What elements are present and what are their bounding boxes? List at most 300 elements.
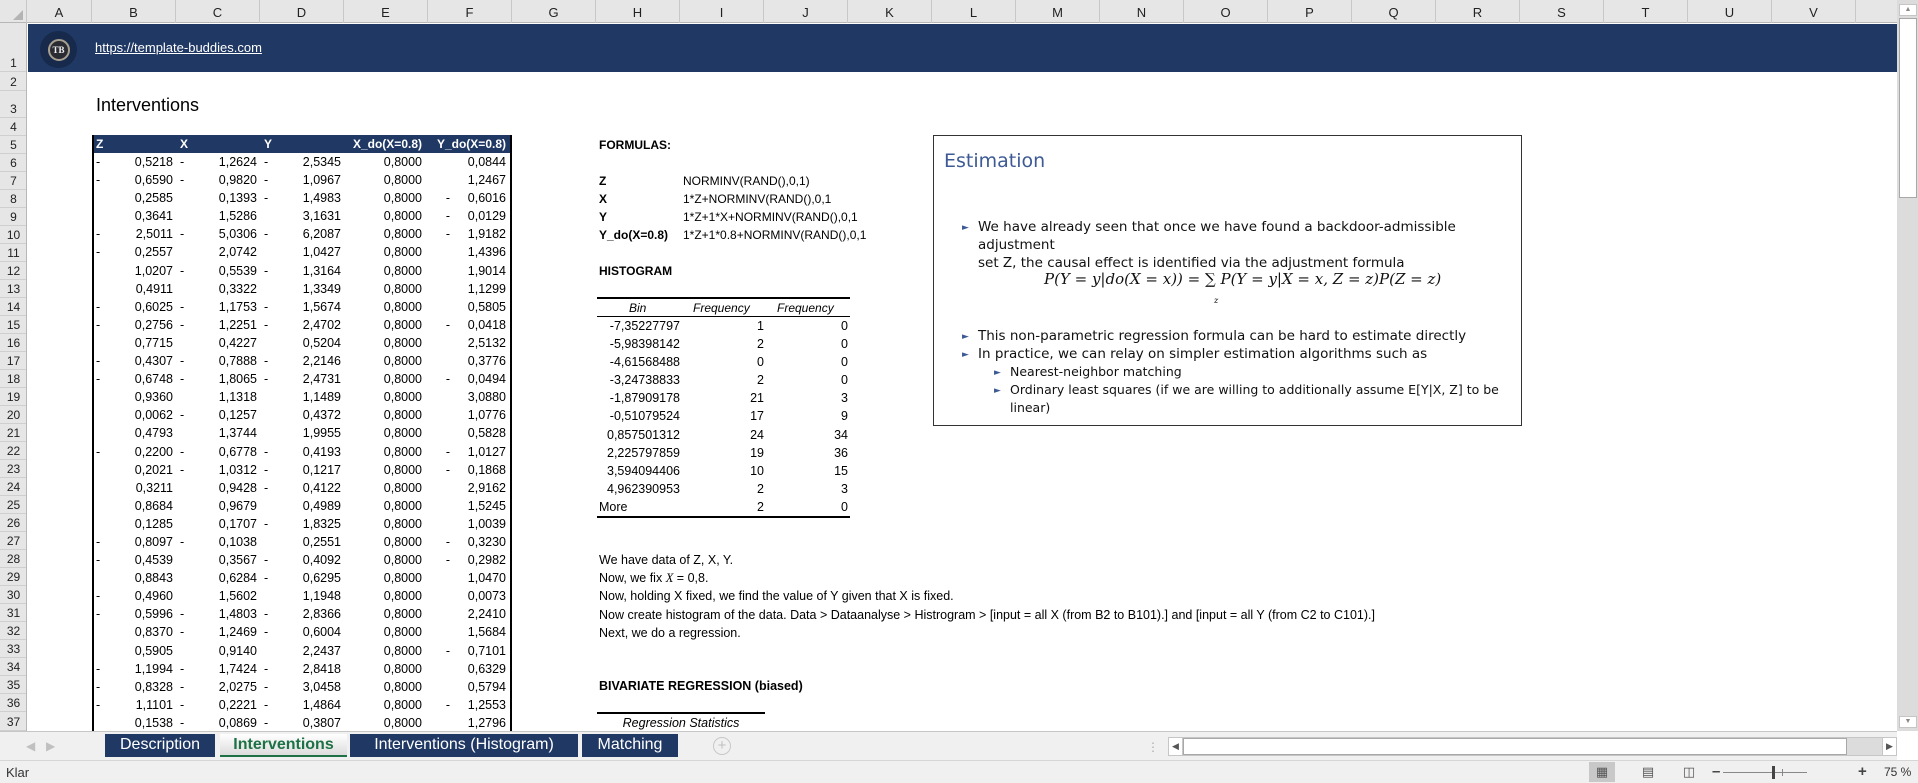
column-header-n[interactable]: N (1100, 0, 1184, 23)
cell-y-value[interactable]: 0,4193 (302, 444, 341, 459)
cell-x-value[interactable]: 0,3322 (218, 281, 257, 296)
column-header-c[interactable]: C (176, 0, 260, 23)
cell-z-value[interactable]: 0,1538 (134, 715, 173, 730)
cell-y-do-value[interactable]: 0,5828 (467, 426, 506, 441)
cell-y-do-value[interactable]: 1,0039 (467, 516, 506, 531)
cell-x-do-value[interactable]: 0,8000 (383, 697, 422, 712)
row-header[interactable]: 37 (0, 712, 27, 731)
scroll-right-arrow-icon[interactable]: ▶ (1882, 738, 1896, 755)
cell-x-do-value[interactable]: 0,8000 (383, 661, 422, 676)
cell-y-value[interactable]: 1,4983 (302, 191, 341, 206)
cell-z-value[interactable]: 0,9360 (134, 390, 173, 405)
cell-y-do-sign[interactable]: - (445, 643, 450, 658)
formula-value-x[interactable]: 1*Z+NORMINV(RAND(),0,1 (683, 192, 832, 206)
scroll-left-arrow-icon[interactable]: ◀ (1169, 738, 1183, 755)
cell-y-value[interactable]: 0,4122 (302, 480, 341, 495)
cell-x-value[interactable]: 0,1707 (218, 516, 257, 531)
row-header[interactable]: 33 (0, 640, 27, 658)
cell-x-do-value[interactable]: 0,8000 (383, 372, 422, 387)
cell-x-sign[interactable]: - (180, 227, 185, 242)
row-header[interactable]: 10 (0, 226, 27, 244)
cell-z-value[interactable]: 0,8370 (134, 625, 173, 640)
cell-z-value[interactable]: 0,0062 (134, 408, 173, 423)
cell-y-sign[interactable]: - (264, 516, 269, 531)
cell-y-value[interactable]: 3,0458 (302, 679, 341, 694)
cell-x-sign[interactable]: - (180, 155, 185, 169)
cell-x-value[interactable]: 0,9428 (218, 480, 257, 495)
cell-y-sign[interactable]: - (264, 462, 269, 477)
cell-y-do-value[interactable]: 0,1868 (467, 462, 506, 477)
zoom-level[interactable]: 75 % (1884, 765, 1912, 779)
cell-y-value[interactable]: 1,0427 (302, 245, 341, 260)
row-header[interactable]: 1 (0, 23, 27, 72)
tab-split-handle[interactable]: ⋮ (1147, 740, 1159, 754)
row-header[interactable]: 36 (0, 694, 27, 712)
cell-frequency-1[interactable]: 0 (757, 355, 764, 370)
row-header[interactable]: 22 (0, 442, 27, 460)
cell-y-value[interactable]: 2,4731 (302, 372, 341, 387)
cell-x-value[interactable]: 1,2251 (218, 317, 257, 332)
cell-y-sign[interactable]: - (264, 444, 269, 459)
column-header-f[interactable]: F (428, 0, 512, 23)
cell-y-value[interactable]: 0,6295 (302, 571, 341, 586)
row-header[interactable]: 25 (0, 496, 27, 514)
cell-y-sign[interactable]: - (264, 679, 269, 694)
cell-y-do-sign[interactable]: - (445, 462, 450, 477)
cell-y-sign[interactable]: - (264, 354, 269, 369)
cell-x-do-value[interactable]: 0,8000 (383, 390, 422, 405)
cell-x-do-value[interactable]: 0,8000 (383, 354, 422, 369)
cell-y-sign[interactable]: - (264, 317, 269, 332)
formula-value-z[interactable]: NORMINV(RAND(),0,1) (683, 174, 810, 188)
cell-y-value[interactable]: 0,1217 (302, 462, 341, 477)
cell-y-do-sign[interactable]: - (445, 372, 450, 387)
scroll-down-arrow-icon[interactable]: ▼ (1899, 716, 1917, 728)
column-header-i[interactable]: I (680, 0, 764, 23)
page-break-preview-icon[interactable]: ◫ (1682, 764, 1696, 779)
cell-y-do-value[interactable]: 2,2410 (467, 607, 506, 622)
cell-z-value[interactable]: 0,8684 (134, 498, 173, 513)
cell-x-value[interactable]: 1,2469 (218, 625, 257, 640)
scroll-up-arrow-icon[interactable]: ▲ (1899, 4, 1917, 16)
cell-x-do-value[interactable]: 0,8000 (383, 426, 422, 441)
cell-x-do-value[interactable]: 0,8000 (383, 643, 422, 658)
cell-bin[interactable]: -4,61568488 (609, 355, 680, 370)
cell-z-value[interactable]: 0,1285 (134, 516, 173, 531)
cell-z-sign[interactable]: - (96, 173, 101, 188)
cell-z-value[interactable]: 0,8097 (134, 534, 173, 549)
cell-bin[interactable]: -3,24738833 (609, 373, 680, 388)
cell-y-do-value[interactable]: 0,0844 (467, 155, 506, 169)
cell-x-value[interactable]: 1,8065 (218, 372, 257, 387)
cell-y-do-value[interactable]: 0,6016 (467, 191, 506, 206)
page-layout-view-icon[interactable]: ▤ (1641, 764, 1655, 779)
cell-y-value[interactable]: 1,3349 (302, 281, 341, 296)
cell-x-do-value[interactable]: 0,8000 (383, 227, 422, 242)
cell-frequency-1[interactable]: 24 (750, 427, 764, 442)
cell-x-do-value[interactable]: 0,8000 (383, 317, 422, 332)
column-header-m[interactable]: M (1016, 0, 1100, 23)
cell-frequency-1[interactable]: 2 (757, 481, 764, 496)
column-header-a[interactable]: A (27, 0, 92, 23)
cell-x-sign[interactable]: - (180, 697, 185, 712)
cell-x-do-value[interactable]: 0,8000 (383, 607, 422, 622)
row-header[interactable]: 15 (0, 316, 27, 334)
cell-frequency-1[interactable]: 19 (750, 445, 764, 460)
cell-y-value[interactable]: 2,2146 (302, 354, 341, 369)
row-header[interactable]: 17 (0, 352, 27, 370)
cell-frequency-1[interactable]: 2 (757, 373, 764, 388)
cell-z-sign[interactable]: - (96, 299, 101, 314)
cell-z-value[interactable]: 0,8328 (134, 679, 173, 694)
cell-y-value[interactable]: 0,4092 (302, 553, 341, 568)
cell-z-sign[interactable]: - (96, 661, 101, 676)
cell-x-value[interactable]: 0,7888 (218, 354, 257, 369)
cell-z-sign[interactable]: - (96, 589, 101, 604)
cell-z-sign[interactable]: - (96, 155, 101, 169)
cell-x-do-value[interactable]: 0,8000 (383, 209, 422, 224)
row-header[interactable]: 6 (0, 154, 27, 172)
cell-x-value[interactable]: 1,5286 (218, 209, 257, 224)
cell-y-value[interactable]: 1,1489 (302, 390, 341, 405)
cell-z-sign[interactable]: - (96, 372, 101, 387)
add-sheet-plus-icon[interactable]: + (713, 737, 731, 755)
cell-y-value[interactable]: 1,3164 (302, 263, 341, 278)
cell-frequency-1[interactable]: 21 (750, 391, 764, 406)
row-header[interactable]: 27 (0, 532, 27, 550)
cell-frequency-2[interactable]: 0 (841, 355, 848, 370)
cell-y-value[interactable]: 2,2437 (302, 643, 341, 658)
cell-z-value[interactable]: 2,5011 (135, 227, 173, 242)
cell-y-sign[interactable]: - (264, 553, 269, 568)
row-header[interactable]: 31 (0, 604, 27, 622)
cell-x-value[interactable]: 2,0742 (218, 245, 257, 260)
cell-x-value[interactable]: 0,1393 (218, 191, 257, 206)
cell-frequency-2[interactable]: 15 (834, 463, 848, 478)
cell-x-sign[interactable]: - (180, 317, 185, 332)
cell-x-do-value[interactable]: 0,8000 (383, 191, 422, 206)
cell-x-sign[interactable]: - (180, 462, 185, 477)
column-header-e[interactable]: E (344, 0, 428, 23)
cell-y-value[interactable]: 0,6004 (302, 625, 341, 640)
cell-y-do-value[interactable]: 0,2982 (467, 553, 506, 568)
cell-z-sign[interactable]: - (96, 227, 101, 242)
row-header[interactable]: 11 (0, 244, 27, 262)
cell-y-value[interactable]: 0,4989 (302, 498, 341, 513)
cell-y-value[interactable]: 0,4372 (302, 408, 341, 423)
cell-x-value[interactable]: 0,3567 (218, 553, 257, 568)
cell-frequency-2[interactable]: 3 (841, 391, 848, 406)
cell-y-do-value[interactable]: 1,5245 (467, 498, 506, 513)
horizontal-scrollbar[interactable] (1168, 737, 1897, 756)
cell-y-value[interactable]: 0,3807 (302, 715, 341, 730)
cell-z-value[interactable]: 0,7715 (134, 335, 173, 350)
cell-y-do-value[interactable]: 1,4396 (467, 245, 506, 260)
cell-y-sign[interactable]: - (264, 299, 269, 314)
row-header[interactable]: 3 (0, 91, 27, 118)
column-header-b[interactable]: B (92, 0, 176, 23)
cell-x-sign[interactable]: - (180, 299, 185, 314)
cell-frequency-2[interactable]: 34 (834, 427, 848, 442)
cell-y-do-value[interactable]: 1,0470 (467, 571, 506, 586)
cell-y-sign[interactable]: - (264, 607, 269, 622)
cell-y-sign[interactable]: - (264, 480, 269, 495)
row-header[interactable]: 24 (0, 478, 27, 496)
website-link[interactable]: https://template-buddies.com (95, 40, 262, 55)
cell-y-do-sign[interactable]: - (445, 227, 450, 242)
cell-x-do-value[interactable]: 0,8000 (383, 498, 422, 513)
cell-z-sign[interactable]: - (96, 534, 101, 549)
tab-interventions-histogram[interactable]: Interventions (Histogram) (350, 734, 578, 757)
cell-y-value[interactable]: 0,2551 (302, 534, 341, 549)
cell-y-value[interactable]: 2,8418 (302, 661, 341, 676)
cell-z-value[interactable]: 0,6025 (134, 299, 173, 314)
column-header-r[interactable]: R (1436, 0, 1520, 23)
cell-z-sign[interactable]: - (96, 317, 101, 332)
column-header-h[interactable]: H (596, 0, 680, 23)
cell-frequency-1[interactable]: 10 (750, 463, 764, 478)
cell-y-do-sign[interactable]: - (445, 553, 450, 568)
tab-matching[interactable]: Matching (582, 734, 678, 757)
cell-y-do-value[interactable]: 1,5684 (467, 625, 506, 640)
cell-y-do-value[interactable]: 1,9014 (467, 263, 506, 278)
row-header[interactable]: 30 (0, 586, 27, 604)
cell-x-do-value[interactable]: 0,8000 (383, 715, 422, 730)
horizontal-scroll-thumb[interactable] (1183, 738, 1847, 755)
cell-x-value[interactable]: 0,0869 (218, 715, 257, 730)
row-header[interactable]: 19 (0, 388, 27, 406)
cell-z-value[interactable]: 0,4911 (135, 281, 173, 296)
cell-x-sign[interactable]: - (180, 263, 185, 278)
cell-y-do-value[interactable]: 1,0127 (467, 444, 506, 459)
cell-y-value[interactable]: 1,5674 (302, 299, 341, 314)
cell-x-sign[interactable]: - (180, 534, 185, 549)
row-header[interactable]: 8 (0, 190, 27, 208)
cell-frequency-1[interactable]: 17 (750, 409, 764, 424)
row-header[interactable]: 18 (0, 370, 27, 388)
column-header-t[interactable]: T (1604, 0, 1688, 23)
cell-y-value[interactable]: 2,4702 (302, 317, 341, 332)
cell-y-sign[interactable]: - (264, 263, 269, 278)
cell-frequency-2[interactable]: 0 (841, 499, 848, 514)
cell-y-do-value[interactable]: 0,0418 (467, 317, 506, 332)
cell-x-do-value[interactable]: 0,8000 (383, 516, 422, 531)
cell-y-do-value[interactable]: 0,0129 (467, 209, 506, 224)
cell-y-do-value[interactable]: 0,3230 (467, 534, 506, 549)
row-header[interactable]: 2 (0, 72, 27, 91)
cell-z-value[interactable]: 0,2021 (134, 462, 173, 477)
cell-frequency-2[interactable]: 36 (834, 445, 848, 460)
cell-x-sign[interactable]: - (180, 173, 185, 188)
row-header[interactable]: 26 (0, 514, 27, 532)
formula-value-y-do[interactable]: 1*Z+1*0.8+NORMINV(RAND(),0,1 (683, 228, 867, 242)
cell-x-do-value[interactable]: 0,8000 (383, 408, 422, 423)
cell-y-sign[interactable]: - (264, 155, 269, 169)
tab-scroll-left-icon[interactable]: ◀ (26, 739, 36, 753)
zoom-slider-thumb[interactable] (1772, 766, 1775, 779)
cell-y-value[interactable]: 2,8366 (302, 607, 341, 622)
cell-z-sign[interactable]: - (96, 607, 101, 622)
zoom-slider-track[interactable] (1723, 772, 1807, 773)
cell-y-sign[interactable]: - (264, 372, 269, 387)
cell-z-value[interactable]: 0,4307 (134, 354, 173, 369)
cell-frequency-2[interactable]: 0 (841, 373, 848, 388)
cell-y-value[interactable]: 3,1631 (302, 209, 341, 224)
cell-x-do-value[interactable]: 0,8000 (383, 462, 422, 477)
estimation-slide-image[interactable] (933, 135, 1522, 426)
cell-bin[interactable]: -1,87909178 (609, 391, 680, 406)
cell-x-do-value[interactable]: 0,8000 (383, 263, 422, 278)
cell-bin[interactable]: -0,51079524 (609, 409, 680, 424)
cell-z-sign[interactable]: - (96, 679, 101, 694)
cell-y-sign[interactable]: - (264, 571, 269, 586)
cell-frequency-2[interactable]: 0 (841, 319, 848, 333)
cell-y-do-value[interactable]: 0,7101 (467, 643, 506, 658)
cell-x-sign[interactable]: - (180, 715, 185, 730)
cell-z-sign[interactable]: - (96, 697, 101, 712)
tab-description[interactable]: Description (105, 734, 215, 757)
cell-y-do-sign[interactable]: - (445, 444, 450, 459)
row-header[interactable]: 5 (0, 136, 27, 154)
column-header-v[interactable]: V (1772, 0, 1856, 23)
cell-x-value[interactable]: 1,1753 (218, 299, 257, 314)
cell-y-sign[interactable]: - (264, 227, 269, 242)
cell-y-sign[interactable]: - (264, 715, 269, 730)
cell-x-value[interactable]: 0,9140 (218, 643, 257, 658)
cell-y-do-value[interactable]: 0,3776 (467, 354, 506, 369)
cell-z-value[interactable]: 0,2557 (134, 245, 173, 260)
cell-x-value[interactable]: 5,0306 (218, 227, 257, 242)
column-header-p[interactable]: P (1268, 0, 1352, 23)
cell-x-do-value[interactable]: 0,8000 (383, 480, 422, 495)
cell-x-value[interactable]: 0,6778 (218, 444, 257, 459)
cell-x-do-value[interactable]: 0,8000 (383, 571, 422, 586)
cell-x-value[interactable]: 1,4803 (218, 607, 257, 622)
column-header-j[interactable]: J (764, 0, 848, 23)
cell-y-do-value[interactable]: 1,2467 (467, 173, 506, 188)
column-header-l[interactable]: L (932, 0, 1016, 23)
cell-y-do-value[interactable]: 0,0494 (467, 372, 506, 387)
normal-view-grid-icon[interactable]: ▦ (1589, 762, 1615, 782)
cell-x-do-value[interactable]: 0,8000 (383, 245, 422, 260)
cell-y-value[interactable]: 1,9955 (302, 426, 341, 441)
cell-z-sign[interactable]: - (96, 553, 101, 568)
cell-bin[interactable]: 0,857501312 (607, 427, 680, 442)
column-header-u[interactable]: U (1688, 0, 1772, 23)
cell-z-value[interactable]: 0,6748 (134, 372, 173, 387)
cell-z-value[interactable]: 0,2200 (134, 444, 173, 459)
cell-x-sign[interactable]: - (180, 661, 185, 676)
cell-y-value[interactable]: 1,4864 (302, 697, 341, 712)
row-header[interactable]: 35 (0, 676, 27, 694)
vertical-scrollbar[interactable] (1897, 0, 1918, 731)
cell-y-do-value[interactable]: 2,9162 (467, 480, 506, 495)
column-header-o[interactable]: O (1184, 0, 1268, 23)
cell-x-sign[interactable]: - (180, 408, 185, 423)
cell-x-do-value[interactable]: 0,8000 (383, 679, 422, 694)
cell-y-do-value[interactable]: 0,5794 (467, 679, 506, 694)
cell-x-value[interactable]: 0,6284 (218, 571, 257, 586)
column-header-q[interactable]: Q (1352, 0, 1436, 23)
cell-z-value[interactable]: 0,2585 (134, 191, 173, 206)
tab-interventions[interactable]: Interventions (220, 734, 347, 757)
cell-x-do-value[interactable]: 0,8000 (383, 155, 422, 169)
cell-x-value[interactable]: 0,5539 (218, 263, 257, 278)
cell-x-sign[interactable]: - (180, 444, 185, 459)
row-header[interactable]: 21 (0, 424, 27, 442)
cell-z-value[interactable]: 0,5905 (134, 643, 173, 658)
row-header[interactable]: 28 (0, 550, 27, 568)
cell-z-value[interactable]: 0,2756 (134, 317, 173, 332)
cell-y-do-value[interactable]: 1,1299 (467, 281, 506, 296)
cell-frequency-1[interactable]: 2 (757, 337, 764, 352)
cell-z-value[interactable]: 0,8843 (134, 571, 173, 586)
cell-bin[interactable]: -5,98398142 (609, 337, 680, 352)
tab-scroll-right-icon[interactable]: ▶ (46, 739, 56, 753)
cell-x-do-value[interactable]: 0,8000 (383, 589, 422, 604)
cell-x-do-value[interactable]: 0,8000 (383, 444, 422, 459)
cell-x-value[interactable]: 1,1318 (218, 390, 257, 405)
cell-x-do-value[interactable]: 0,8000 (383, 534, 422, 549)
cell-bin[interactable]: 3,594094406 (607, 463, 680, 478)
cell-y-value[interactable]: 6,2087 (302, 227, 341, 242)
row-header[interactable]: 12 (0, 262, 27, 280)
cell-y-sign[interactable]: - (264, 661, 269, 676)
cell-frequency-2[interactable]: 0 (841, 337, 848, 352)
cell-x-do-value[interactable]: 0,8000 (383, 281, 422, 296)
cell-y-do-value[interactable]: 3,0880 (467, 390, 506, 405)
cell-x-value[interactable]: 1,3744 (218, 426, 257, 441)
vertical-scroll-thumb[interactable] (1899, 18, 1917, 198)
cell-x-value[interactable]: 0,1038 (218, 534, 257, 549)
row-header[interactable]: 29 (0, 568, 27, 586)
cell-y-sign[interactable]: - (264, 173, 269, 188)
cell-y-value[interactable]: 1,8325 (302, 516, 341, 531)
cell-frequency-1[interactable]: 2 (757, 499, 764, 514)
cell-y-value[interactable]: 1,1948 (302, 589, 341, 604)
cell-y-value[interactable]: 1,0967 (302, 173, 341, 188)
cell-z-value[interactable]: 0,3641 (134, 209, 173, 224)
cell-x-value[interactable]: 0,1257 (218, 408, 257, 423)
cell-frequency-2[interactable]: 9 (841, 409, 848, 424)
cell-x-value[interactable]: 0,2221 (218, 697, 257, 712)
cell-y-do-value[interactable]: 1,9182 (467, 227, 506, 242)
cell-z-value[interactable]: 1,1994 (134, 661, 173, 676)
cell-z-value[interactable]: 0,5218 (134, 155, 173, 169)
cell-x-sign[interactable]: - (180, 372, 185, 387)
row-header[interactable]: 9 (0, 208, 27, 226)
cell-y-do-value[interactable]: 1,2796 (467, 715, 506, 730)
cell-y-do-value[interactable]: 1,0776 (467, 408, 506, 423)
row-header[interactable]: 13 (0, 280, 27, 298)
column-header-d[interactable]: D (260, 0, 344, 23)
row-header[interactable]: 7 (0, 172, 27, 190)
cell-frequency-2[interactable]: 3 (841, 481, 848, 496)
cell-y-do-sign[interactable]: - (445, 209, 450, 224)
row-header[interactable]: 4 (0, 118, 27, 136)
column-header-k[interactable]: K (848, 0, 932, 23)
cell-y-do-value[interactable]: 0,6329 (467, 661, 506, 676)
row-header[interactable]: 16 (0, 334, 27, 352)
cell-z-value[interactable]: 1,1101 (135, 697, 173, 712)
cell-z-value[interactable]: 0,3211 (135, 480, 173, 495)
cell-z-sign[interactable]: - (96, 444, 101, 459)
cell-x-do-value[interactable]: 0,8000 (383, 625, 422, 640)
cell-bin[interactable]: -7,35227797 (609, 319, 680, 333)
cell-x-value[interactable]: 1,2624 (218, 155, 257, 169)
cell-z-value[interactable]: 0,5996 (134, 607, 173, 622)
cell-y-do-sign[interactable]: - (445, 317, 450, 332)
